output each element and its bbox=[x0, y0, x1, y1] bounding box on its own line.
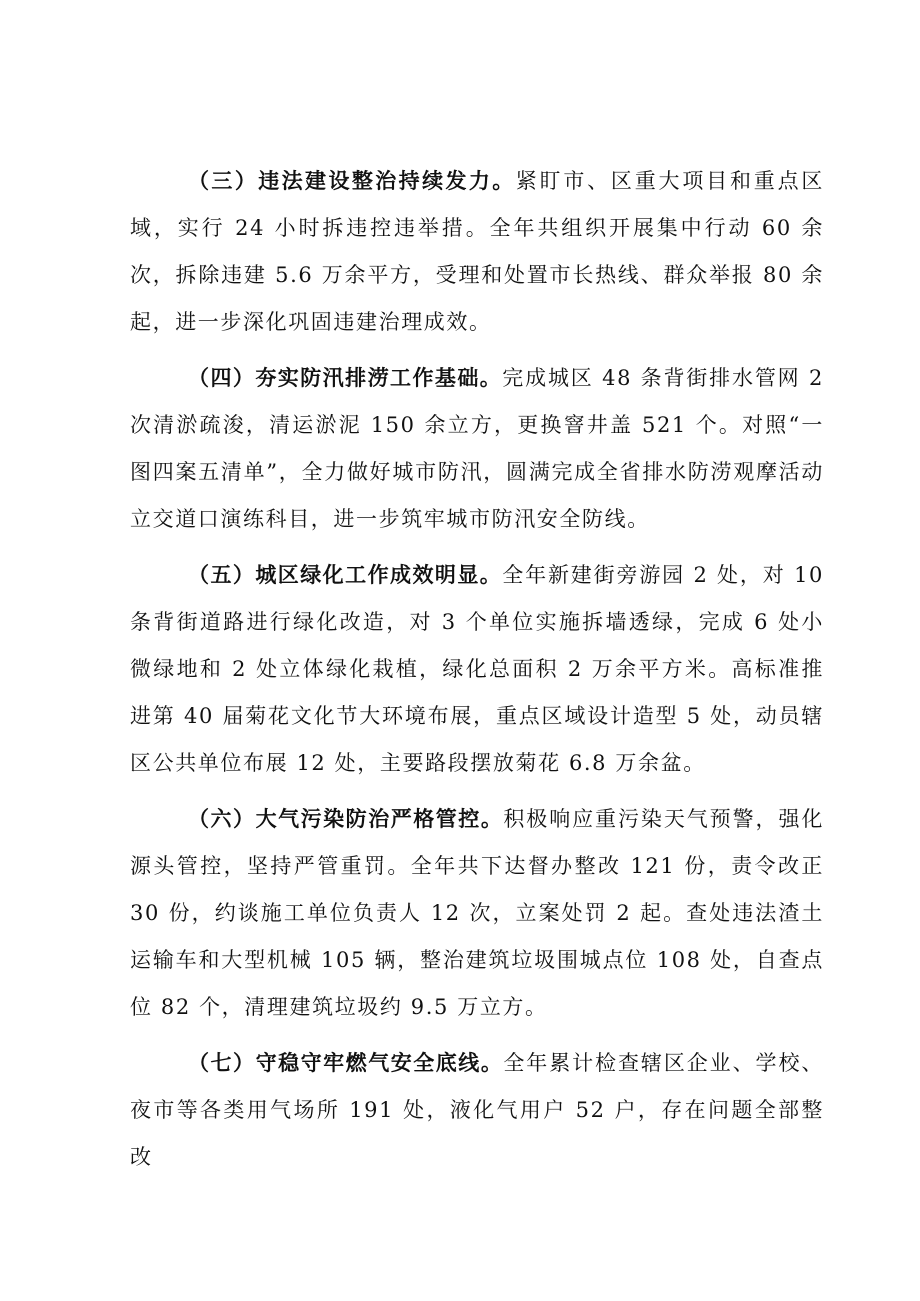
paragraph-heading: （五）城区绿化工作成效明显。 bbox=[188, 563, 503, 587]
paragraph-gas-safety bbox=[130, 1040, 824, 1181]
paragraph-heading: （六）大气污染防治严格管控。 bbox=[188, 807, 504, 831]
paragraph-heading: （四）夯实防汛排涝工作基础。 bbox=[188, 366, 503, 390]
paragraph-text: 紧盯市、区重大项目和重点区域，实行 24 小时拆违控违举措。全年共组织开展集中行动 60 余次，拆除违建 5.6 万余平方，受理和处置市长热线、群众举报 80 余起，进一步深化巩固违建治理成效。 bbox=[130, 169, 824, 334]
paragraph-heading: （七）守稳守牢燃气安全底线。 bbox=[188, 1051, 504, 1075]
paragraph-heading: （三）违法建设整治持续发力。 bbox=[188, 169, 516, 193]
paragraph-text: 全年新建街旁游园 2 处，对 10 条背街道路进行绿化改造，对 3 个单位实施拆墙透绿，完成 6 处小微绿地和 2 处立体绿化栽植，绿化总面积 2 万余平方米。高标准推进第 40 届菊花文化节大环境布展，重点区域设计造型 5 处，动员辖区公共单位布展 12 处，主要路段摆放菊花 6.8 万余盆。 bbox=[130, 563, 824, 775]
paragraph-flood-control bbox=[130, 355, 824, 543]
paragraph-urban-greening bbox=[130, 552, 824, 787]
paragraph-illegal-construction bbox=[130, 158, 824, 346]
paragraph-text: 完成城区 48 条背街排水管网 2 次清淤疏浚，清运淤泥 150 余立方，更换窨井盖 521 个。对照“一图四案五清单”，全力做好城市防汛，圆满完成全省排水防涝观摩活动立交道口演练科目，进一步筑牢城市防汛安全防线。 bbox=[130, 366, 824, 531]
paragraph-air-pollution bbox=[130, 796, 824, 1031]
paragraph-text: 全年累计检查辖区企业、学校、夜市等各类用气场所 191 处，液化气用户 52 户，存在问题全部整改 bbox=[130, 1051, 824, 1169]
paragraph-text: 积极响应重污染天气预警，强化源头管控，坚持严管重罚。全年共下达督办整改 121 份，责令改正 30 份，约谈施工单位负责人 12 次，立案处罚 2 起。查处违法渣土运输车和大型机械 105 辆，整治建筑垃圾围城点位 108 处，自查点位 82 个，清理建筑垃圾约 9.5 万立方。 bbox=[130, 807, 824, 1019]
document-body bbox=[130, 158, 824, 1190]
